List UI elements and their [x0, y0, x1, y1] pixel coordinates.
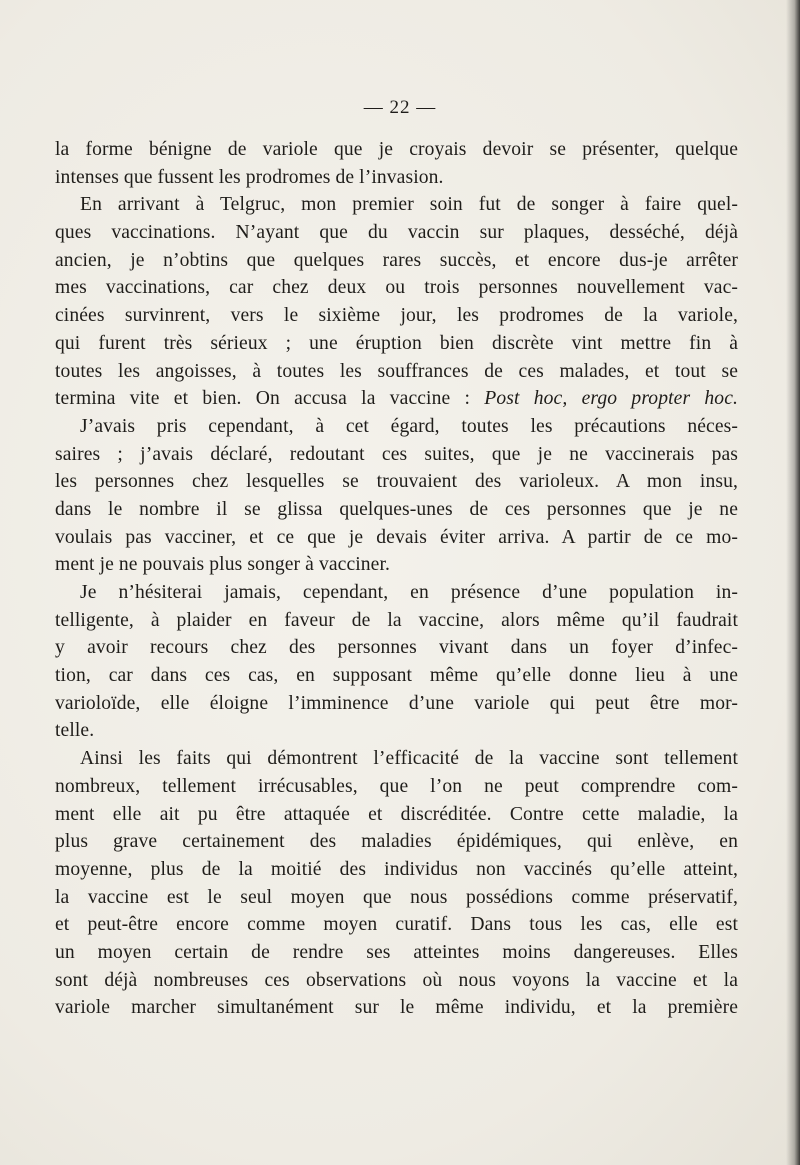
text-line: telligente, à plaider en faveur de la vaccine, alors même qu’il faudrait — [55, 609, 738, 631]
text-line: dans le nombre il se glissa quelques-unes de ces personnes que je ne — [55, 498, 738, 520]
text-line: voulais pas vacciner, et ce que je devais éviter arriva. A partir de ce mo- — [55, 526, 738, 548]
text-line: Ainsi les faits qui démontrent l’efficacité de la vaccine sont tellement — [80, 748, 738, 770]
text-line: ment elle ait pu être attaquée et discréditée. Contre cette maladie, la — [55, 803, 738, 825]
text-line: mes vaccinations, car chez deux ou trois personnes nouvellement vac- — [55, 277, 738, 299]
body-text — [55, 136, 738, 1022]
text-line: varioloïde, elle éloigne l’imminence d’une variole qui peut être mor- — [55, 692, 738, 714]
text-line: et peut-être encore comme moyen curatif. Dans tous les cas, elle est — [55, 914, 738, 936]
text-line: y avoir recours chez des personnes vivant dans un foyer d’infec- — [55, 637, 738, 659]
text-line: tion, car dans ces cas, en supposant même qu’elle donne lieu à une — [55, 665, 738, 687]
text-line: cinées survinrent, vers le sixième jour, les prodromes de la variole, — [55, 305, 738, 327]
page-number: — 22 — — [363, 97, 437, 118]
text-line: moyenne, plus de la moitié des individus non vaccinés qu’elle atteint, — [55, 858, 738, 880]
page-edge-shadow — [786, 0, 800, 1165]
text-line: intenses que fussent les prodromes de l’invasion. — [55, 166, 444, 188]
text-line: plus grave certainement des maladies épidémiques, qui enlève, en — [55, 831, 738, 853]
text-line: toutes les angoisses, à toutes les souffrances de ces malades, et tout se — [55, 360, 738, 382]
text-line: J’avais pris cependant, à cet égard, toutes les précautions néces- — [80, 415, 738, 437]
text-line: qui furent très sérieux ; une éruption bien discrète vint mettre fin à — [55, 332, 738, 354]
text-line: En arrivant à Telgruc, mon premier soin fut de songer à faire quel- — [80, 194, 738, 216]
text-line: variole marcher simultanément sur le même individu, et la première — [55, 997, 738, 1019]
text-line: un moyen certain de rendre ses atteintes moins dangereuses. Elles — [55, 941, 738, 963]
text-line: la vaccine est le seul moyen que nous possédions comme préservatif, — [55, 886, 738, 908]
text-line: nombreux, tellement irrécusables, que l’on ne peut comprendre com- — [55, 775, 738, 797]
text-line: ques vaccinations. N’ayant que du vaccin sur plaques, desséché, déjà — [55, 222, 738, 244]
text-line: les personnes chez lesquelles se trouvaient des varioleux. A mon insu, — [55, 471, 738, 493]
latin-phrase: Post hoc, ergo propter hoc. — [484, 388, 738, 410]
text-line — [55, 385, 738, 413]
text-line: ment je ne pouvais plus songer à vacciner. — [55, 554, 391, 576]
text-line: la forme bénigne de variole que je croyais devoir se présenter, quelque — [55, 139, 738, 160]
text-line: sont déjà nombreuses ces observations où nous voyons la vaccine et la — [55, 969, 738, 991]
text-line: telle. — [55, 720, 95, 742]
text-line-roman: termina vite et bien. On accusa la vaccine : — [55, 388, 485, 410]
text-line: Je n’hésiterai jamais, cependant, en présence d’une population in- — [80, 582, 738, 603]
text-line: ancien, je n’obtins que quelques rares succès, et encore dus-je arrêter — [55, 249, 738, 271]
text-line: saires ; j’avais déclaré, redoutant ces suites, que je ne vaccinerais pas — [55, 443, 738, 465]
